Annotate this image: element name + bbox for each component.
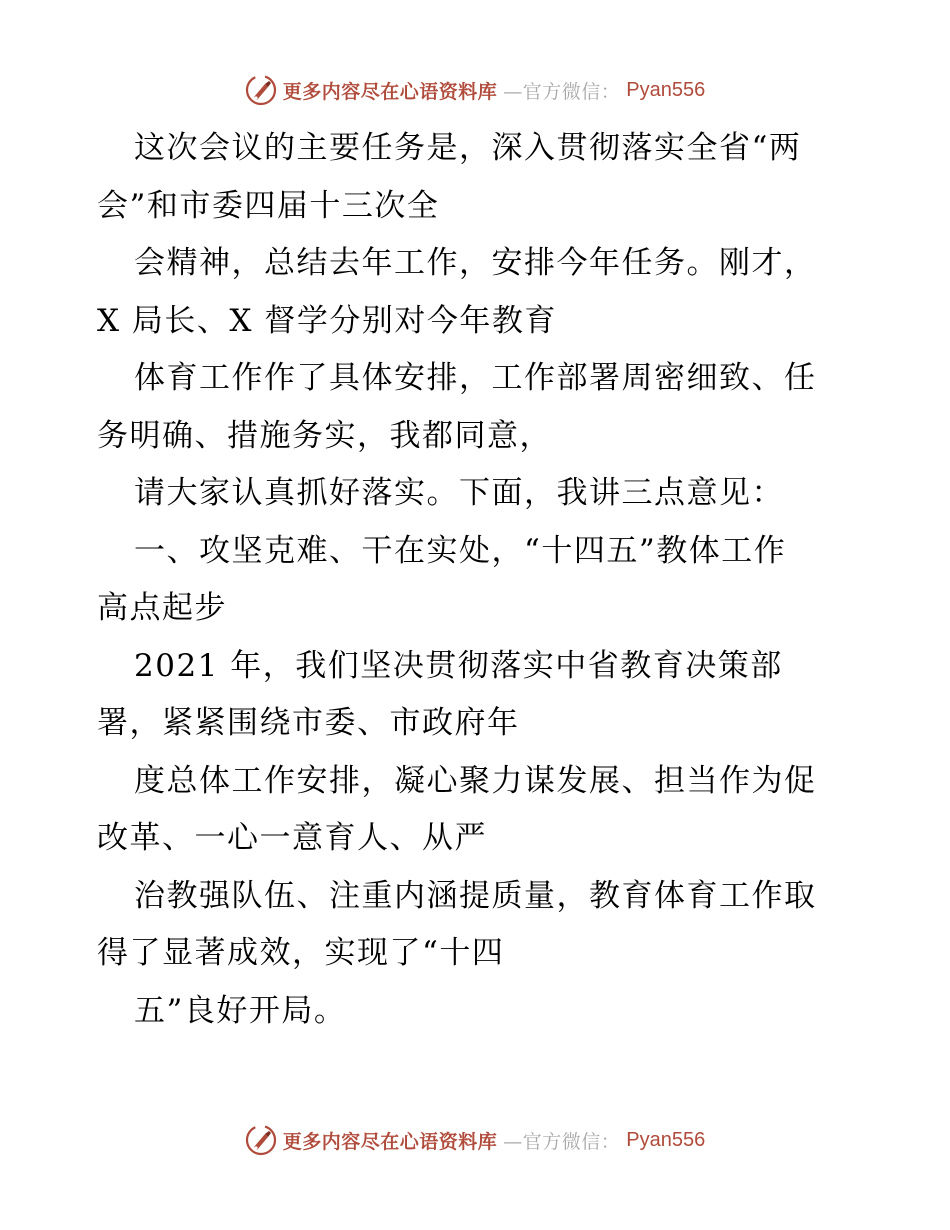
text-line: X 局长、X 督学分别对今年教育 [97, 302, 557, 339]
pen-logo-icon [245, 74, 277, 106]
text-line: 度总体工作安排，凝心聚力谋发展、担当作为促 [134, 762, 817, 799]
text-line: 会精神，总结去年工作，安排今年任务。刚才， [134, 245, 817, 281]
text-line: 五”良好开局。 [134, 992, 347, 1029]
watermark-handle: Pyan556 [626, 78, 706, 101]
text-line: 会”和市委四届十三次全 [97, 187, 440, 224]
pen-logo-icon [245, 1124, 277, 1156]
document-body [97, 120, 857, 1040]
watermark-separator: —官方微信： [503, 80, 621, 103]
watermark-handle: Pyan556 [626, 1128, 706, 1151]
text-line: 高点起步 [97, 590, 227, 626]
watermark-separator: —官方微信： [503, 1130, 621, 1153]
text-line: 治教强队伍、注重内涵提质量，教育体育工作取 [134, 877, 817, 914]
watermark-brand: 更多内容尽在心语资料库 [282, 80, 498, 103]
text-line: 改革、一心一意育人、从严 [97, 820, 487, 856]
text-line: 署，紧紧围绕市委、市政府年 [97, 705, 520, 741]
footer-watermark [0, 1120, 950, 1160]
text-line: 务明确、措施务实，我都同意， [97, 417, 552, 454]
text-line: 得了显著成效，实现了“十四 [97, 935, 505, 971]
text-line: 2021 年，我们坚决贯彻落实中省教育决策部 [134, 647, 783, 684]
text-line: 体育工作作了具体安排，工作部署周密细致、任 [134, 360, 817, 396]
text-line: 请大家认真抓好落实。下面，我讲三点意见： [134, 475, 784, 511]
header-watermark [0, 70, 950, 110]
watermark-brand: 更多内容尽在心语资料库 [282, 1130, 498, 1153]
text-line: 这次会议的主要任务是，深入贯彻落实全省“两 [134, 130, 802, 166]
text-line: 一、攻坚克难、干在实处，“十四五”教体工作 [134, 532, 787, 569]
